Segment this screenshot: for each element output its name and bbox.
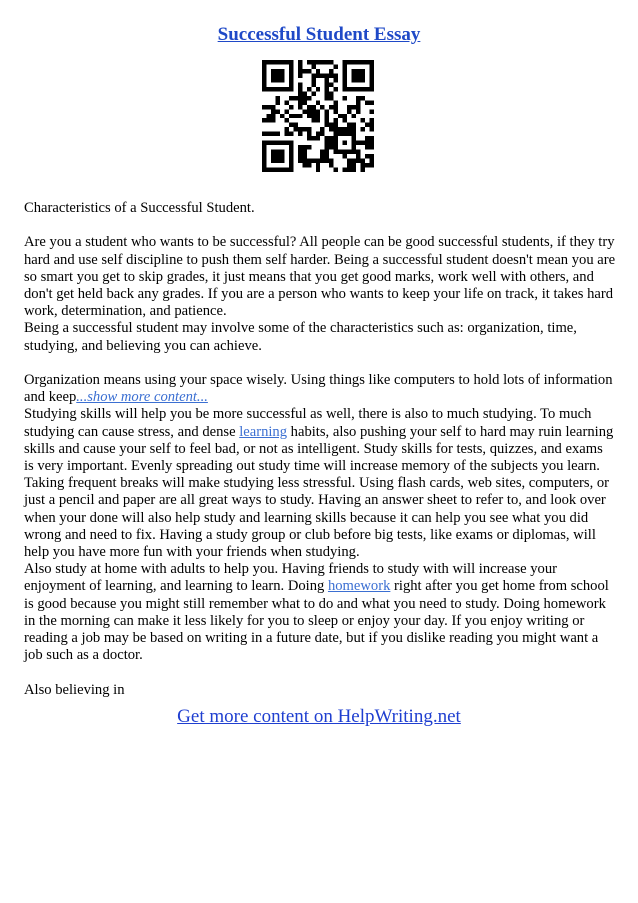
- paragraph-3: [24, 372, 616, 406]
- learning-link[interactable]: learning: [239, 423, 288, 440]
- get-more-content-link[interactable]: Get more content on HelpWriting.net: [177, 706, 461, 727]
- paragraph-5: [24, 561, 616, 664]
- paragraph-4-text-b: habits, also pushing your self to hard may ruin learning skills and cause your self to feel bad, or not as intelligent. Study skills for tests, quizzes, and exams is very important. Evenly spreading out study time will increase memory of the subjects you learn. Taking frequent breaks will make studying less stressful. Using flash cards, web sites, computers, or just a pencil and paper are all great ways to study. Having an answer sheet to refer to, and look over when your done will also help study and learning skills because it can help you see what you did wrong and need to fix. Having a study group or club before big tests, like exams or diplomas, will help you have more fun with your friends when studying.: [24, 423, 614, 561]
- paragraph-2: Being a successful student may involve some of the characteristics such as: organization, time, studying, and believing you can achieve.: [24, 320, 577, 354]
- homework-link[interactable]: homework: [327, 578, 391, 595]
- page-title[interactable]: Successful Student Essay: [217, 24, 421, 45]
- paragraph-5-text-b: right after you get home from school is good because you might still remember what to do and what you need to study. Doing homework in the morning can make it less likely for you to sleep or enjoy your day. If you enjoy writing or reading a job may be based on writing in a future date, but if you dislike reading you might want a job such as a doctor.: [24, 578, 609, 664]
- show-more-link[interactable]: ...show more content...: [76, 389, 208, 406]
- paragraph-5-text-a: Also study at home with adults to help you. Having friends to study with will increase your enjoyment of learning, and learning to learn. Doing: [24, 561, 558, 595]
- essay-heading-line: Characteristics of a Successful Student.: [24, 200, 255, 216]
- paragraph-1: Are you a student who wants to be successful? All people can be good successful students, if they try hard and use self discipline to push them self harder. Being a successful student doesn't mean you are so smart you get to skip grades, it just means that you get good marks, work well with others, and don't get held back any grades. If you are a person who wants to keep your life on track, it takes hard work, determination, and patience.: [24, 234, 616, 320]
- essay-body: [24, 200, 616, 699]
- qr-code-icon: [262, 60, 374, 172]
- paragraph-6: Also believing in: [24, 681, 125, 698]
- paragraph-4: [24, 406, 616, 561]
- paragraph-4-text-a: Studying skills will help you be more successful as well, there is also to much studying. To much studying can cause stress, and dense: [24, 406, 592, 440]
- paragraph-3-text: Organization means using your space wisely. Using things like computers to hold lots of information and keep: [24, 372, 613, 406]
